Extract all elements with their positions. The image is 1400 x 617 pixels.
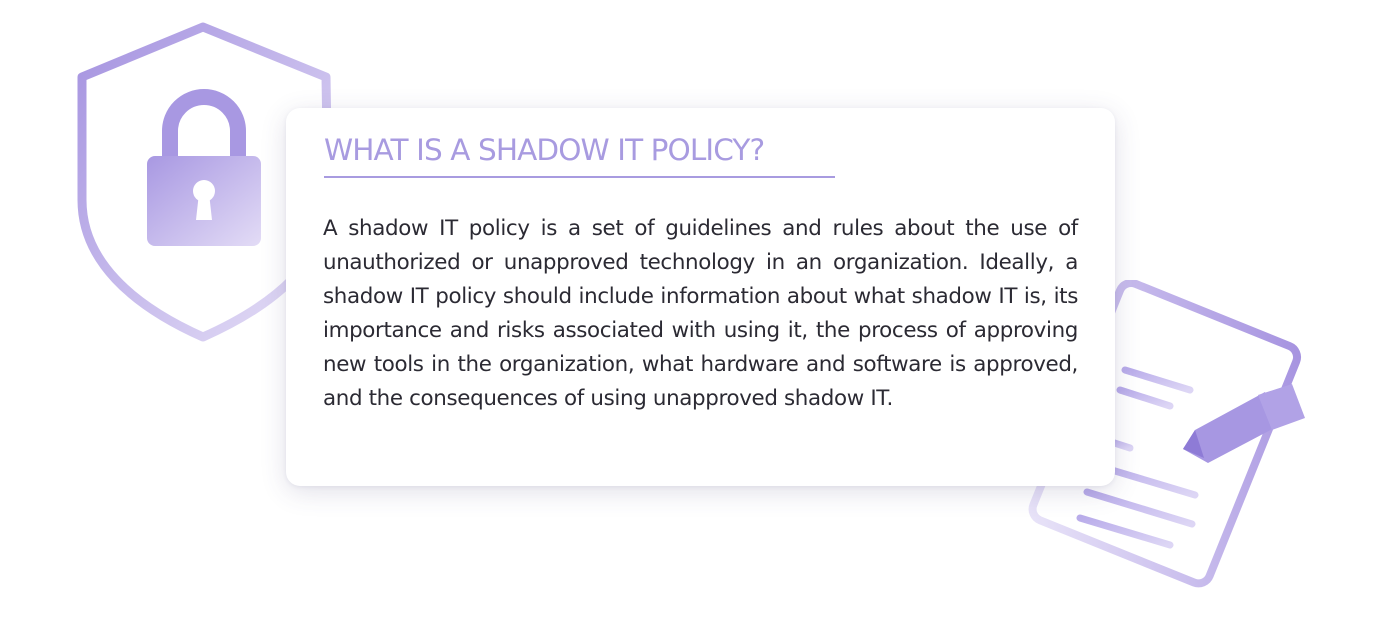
- info-card: [286, 108, 1115, 486]
- title-underline: [324, 176, 835, 178]
- card-title: WHAT IS A SHADOW IT POLICY?: [324, 133, 765, 167]
- padlock-shackle: [170, 97, 238, 159]
- pencil-icon: [1183, 384, 1305, 463]
- card-body-text: A shadow IT policy is a set of guidelines and rules about the use of unauthorized or unapproved technology in an organization. Ideally, a shadow IT policy should include information about what shadow IT is, its importance and risks associated with using it, the process of approving new tools in the organization, what hardware and software is approved, and the consequences of using unapproved shadow IT.: [323, 216, 1078, 411]
